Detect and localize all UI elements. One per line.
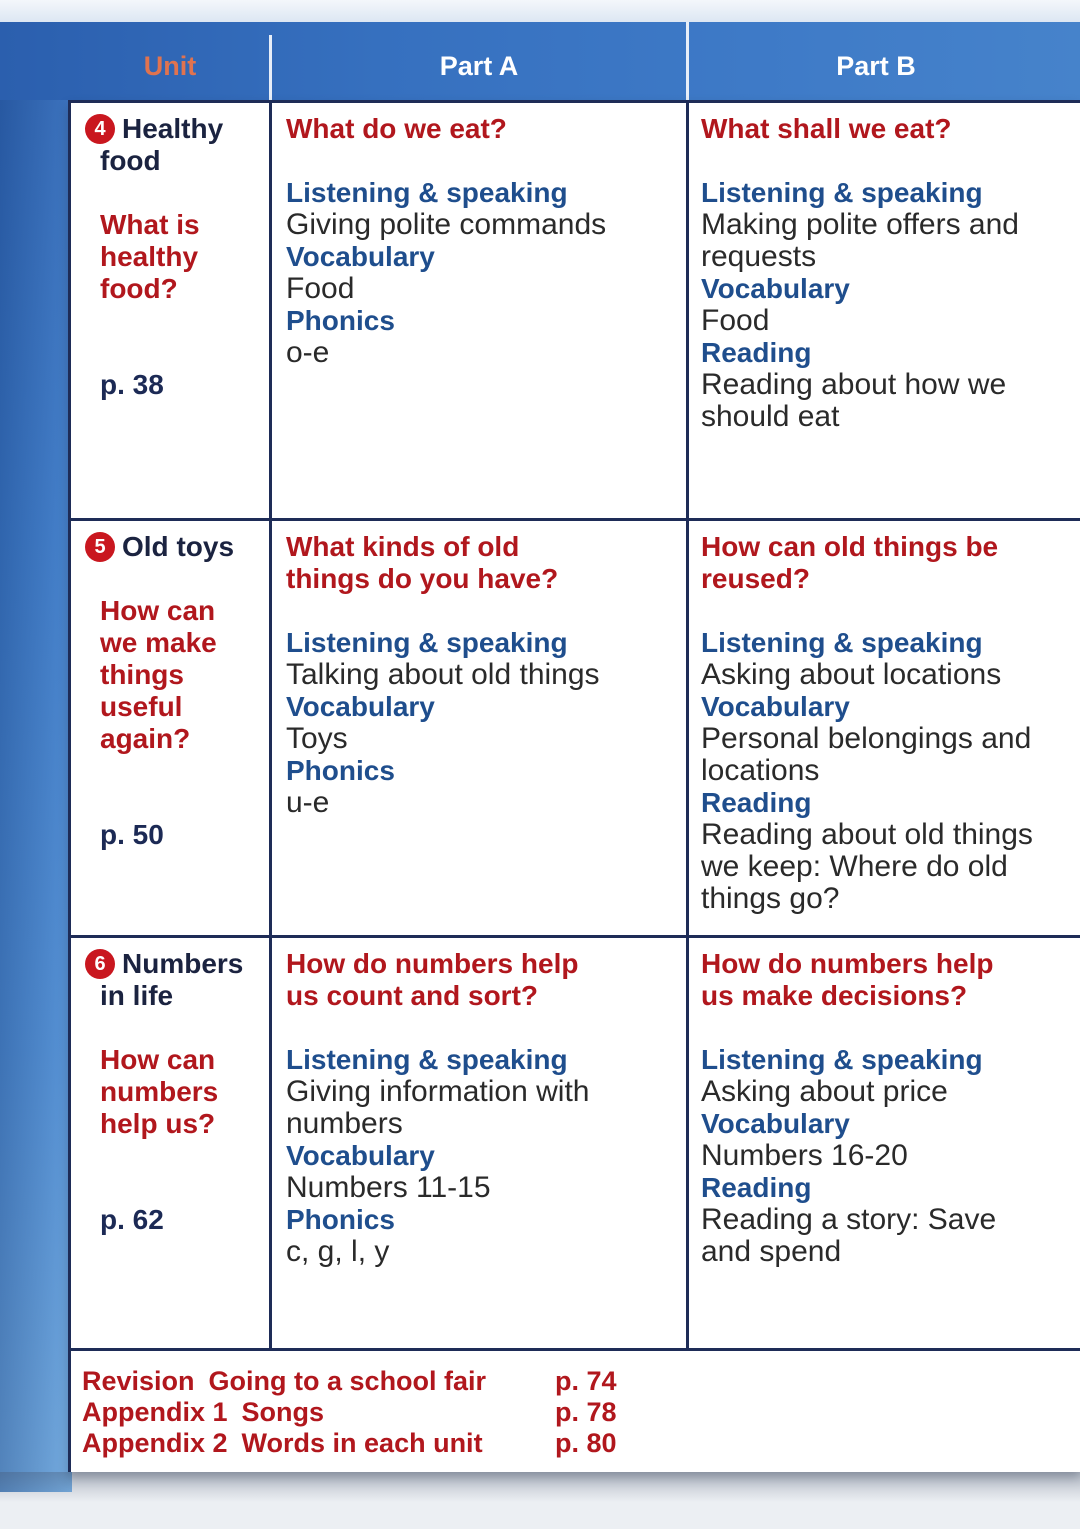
unit-big-question: How can numbers help us?: [100, 1044, 219, 1139]
section-heading: Listening & speaking: [701, 1044, 983, 1075]
section-text: Making polite offers and requests: [701, 208, 1019, 273]
unit-page-ref: p. 50: [100, 819, 164, 850]
section-text: Asking about price: [701, 1075, 948, 1108]
unit-title: Numbers in life: [100, 948, 244, 1011]
section-text: Numbers 16-20: [701, 1139, 908, 1172]
part-b-sections: [701, 177, 1071, 433]
section-heading: Phonics: [286, 755, 395, 786]
unit-cell: [94, 113, 265, 401]
part-a-cell: [286, 113, 681, 369]
section-text: Numbers 11-15: [286, 1171, 491, 1204]
section-text: Personal belongings and locations: [701, 722, 1032, 787]
unit-page-ref: p. 38: [100, 369, 164, 400]
page-top-edge: [0, 0, 1080, 24]
back-matter-entry: [82, 1366, 555, 1397]
section-text: c, g, l, y: [286, 1235, 390, 1268]
header-unit: Unit: [143, 51, 197, 81]
section-heading: Listening & speaking: [701, 627, 983, 658]
unit-title: Healthy food: [100, 113, 224, 176]
part-b-question: How do numbers help us make decisions?: [701, 948, 994, 1011]
section-text: u-e: [286, 786, 330, 819]
back-matter-label: Appendix 1: [82, 1397, 228, 1427]
part-b-cell: [701, 531, 1071, 915]
back-matter-page: p. 78: [555, 1397, 617, 1427]
book-cover-edge: [0, 22, 72, 1492]
unit-heading: [94, 531, 265, 563]
header-part-a: Part A: [439, 51, 519, 81]
back-matter-label: Revision: [82, 1366, 195, 1396]
section-text: Food: [701, 304, 770, 337]
header-divider: [269, 35, 272, 100]
section-text: Asking about locations: [701, 658, 1002, 691]
unit-heading: [94, 113, 265, 177]
section-heading: Phonics: [286, 305, 395, 336]
part-b-cell: [701, 113, 1071, 433]
unit-big-question: How can we make things useful again?: [100, 595, 217, 754]
unit-number-badge: 6: [85, 949, 115, 979]
section-heading: Reading: [701, 787, 812, 818]
back-matter-item: [82, 1428, 617, 1459]
part-b-cell: [701, 948, 1071, 1268]
unit-page-ref: p. 62: [100, 1204, 164, 1235]
back-matter-title: Songs: [241, 1397, 325, 1427]
section-text: Giving polite commands: [286, 208, 607, 241]
section-heading: Vocabulary: [701, 273, 850, 304]
part-a-sections: [286, 1044, 681, 1268]
section-heading: Phonics: [286, 1204, 395, 1235]
part-b-question: What shall we eat?: [701, 113, 952, 144]
unit-number-badge: 5: [85, 532, 115, 562]
section-heading: Reading: [701, 1172, 812, 1203]
section-heading: Vocabulary: [701, 1108, 850, 1139]
part-a-cell: [286, 531, 681, 819]
section-heading: Vocabulary: [701, 691, 850, 722]
section-heading: Listening & speaking: [286, 177, 568, 208]
unit-row: [68, 518, 1080, 935]
unit-row: [68, 100, 1080, 518]
unit-title: Old toys: [122, 531, 235, 562]
unit-row: [68, 935, 1080, 1348]
part-b-question: How can old things be reused?: [701, 531, 999, 594]
part-a-question: What do we eat?: [286, 113, 507, 144]
back-matter-page: p. 80: [555, 1428, 617, 1458]
section-text: Reading about how we should eat: [701, 368, 1007, 433]
section-text: Reading a story: Save and spend: [701, 1203, 997, 1268]
back-matter-list: [82, 1366, 617, 1459]
contents-table: [68, 100, 1080, 1472]
page-shadow: [0, 1472, 1080, 1502]
back-matter-item: [82, 1397, 617, 1428]
part-a-sections: [286, 627, 681, 819]
unit-number-badge: 4: [85, 114, 115, 144]
part-b-sections: [701, 627, 1071, 915]
section-heading: Listening & speaking: [701, 177, 983, 208]
section-heading: Vocabulary: [286, 241, 435, 272]
contents-header-row: [0, 22, 1080, 100]
back-matter-title: Going to a school fair: [208, 1366, 487, 1396]
part-a-sections: [286, 177, 681, 369]
section-text: o-e: [286, 336, 330, 369]
part-a-question: How do numbers help us count and sort?: [286, 948, 579, 1011]
section-text: Giving information with numbers: [286, 1075, 590, 1140]
section-heading: Vocabulary: [286, 691, 435, 722]
part-b-sections: [701, 1044, 1071, 1268]
header-divider: [686, 22, 689, 100]
back-matter-label: Appendix 2: [82, 1428, 228, 1458]
unit-big-question: What is healthy food?: [100, 209, 200, 304]
section-heading: Vocabulary: [286, 1140, 435, 1171]
back-matter-entry: [82, 1428, 555, 1459]
header-part-b: Part B: [836, 51, 916, 81]
unit-cell: [94, 948, 265, 1236]
section-heading: Reading: [701, 337, 812, 368]
unit-cell: [94, 531, 265, 851]
unit-heading: [94, 948, 265, 1012]
section-text: Food: [286, 272, 355, 305]
back-matter-item: [82, 1366, 617, 1397]
back-matter-page: p. 74: [555, 1366, 617, 1396]
back-matter-row: [68, 1348, 1080, 1472]
part-a-question: What kinds of old things do you have?: [286, 531, 559, 594]
part-a-cell: [286, 948, 681, 1268]
section-text: Toys: [286, 722, 348, 755]
back-matter-entry: [82, 1397, 555, 1428]
section-heading: Listening & speaking: [286, 627, 568, 658]
back-matter-title: Words in each unit: [241, 1428, 483, 1458]
section-heading: Listening & speaking: [286, 1044, 568, 1075]
section-text: Talking about old things: [286, 658, 600, 691]
section-text: Reading about old things we keep: Where do old things go?: [701, 818, 1033, 915]
